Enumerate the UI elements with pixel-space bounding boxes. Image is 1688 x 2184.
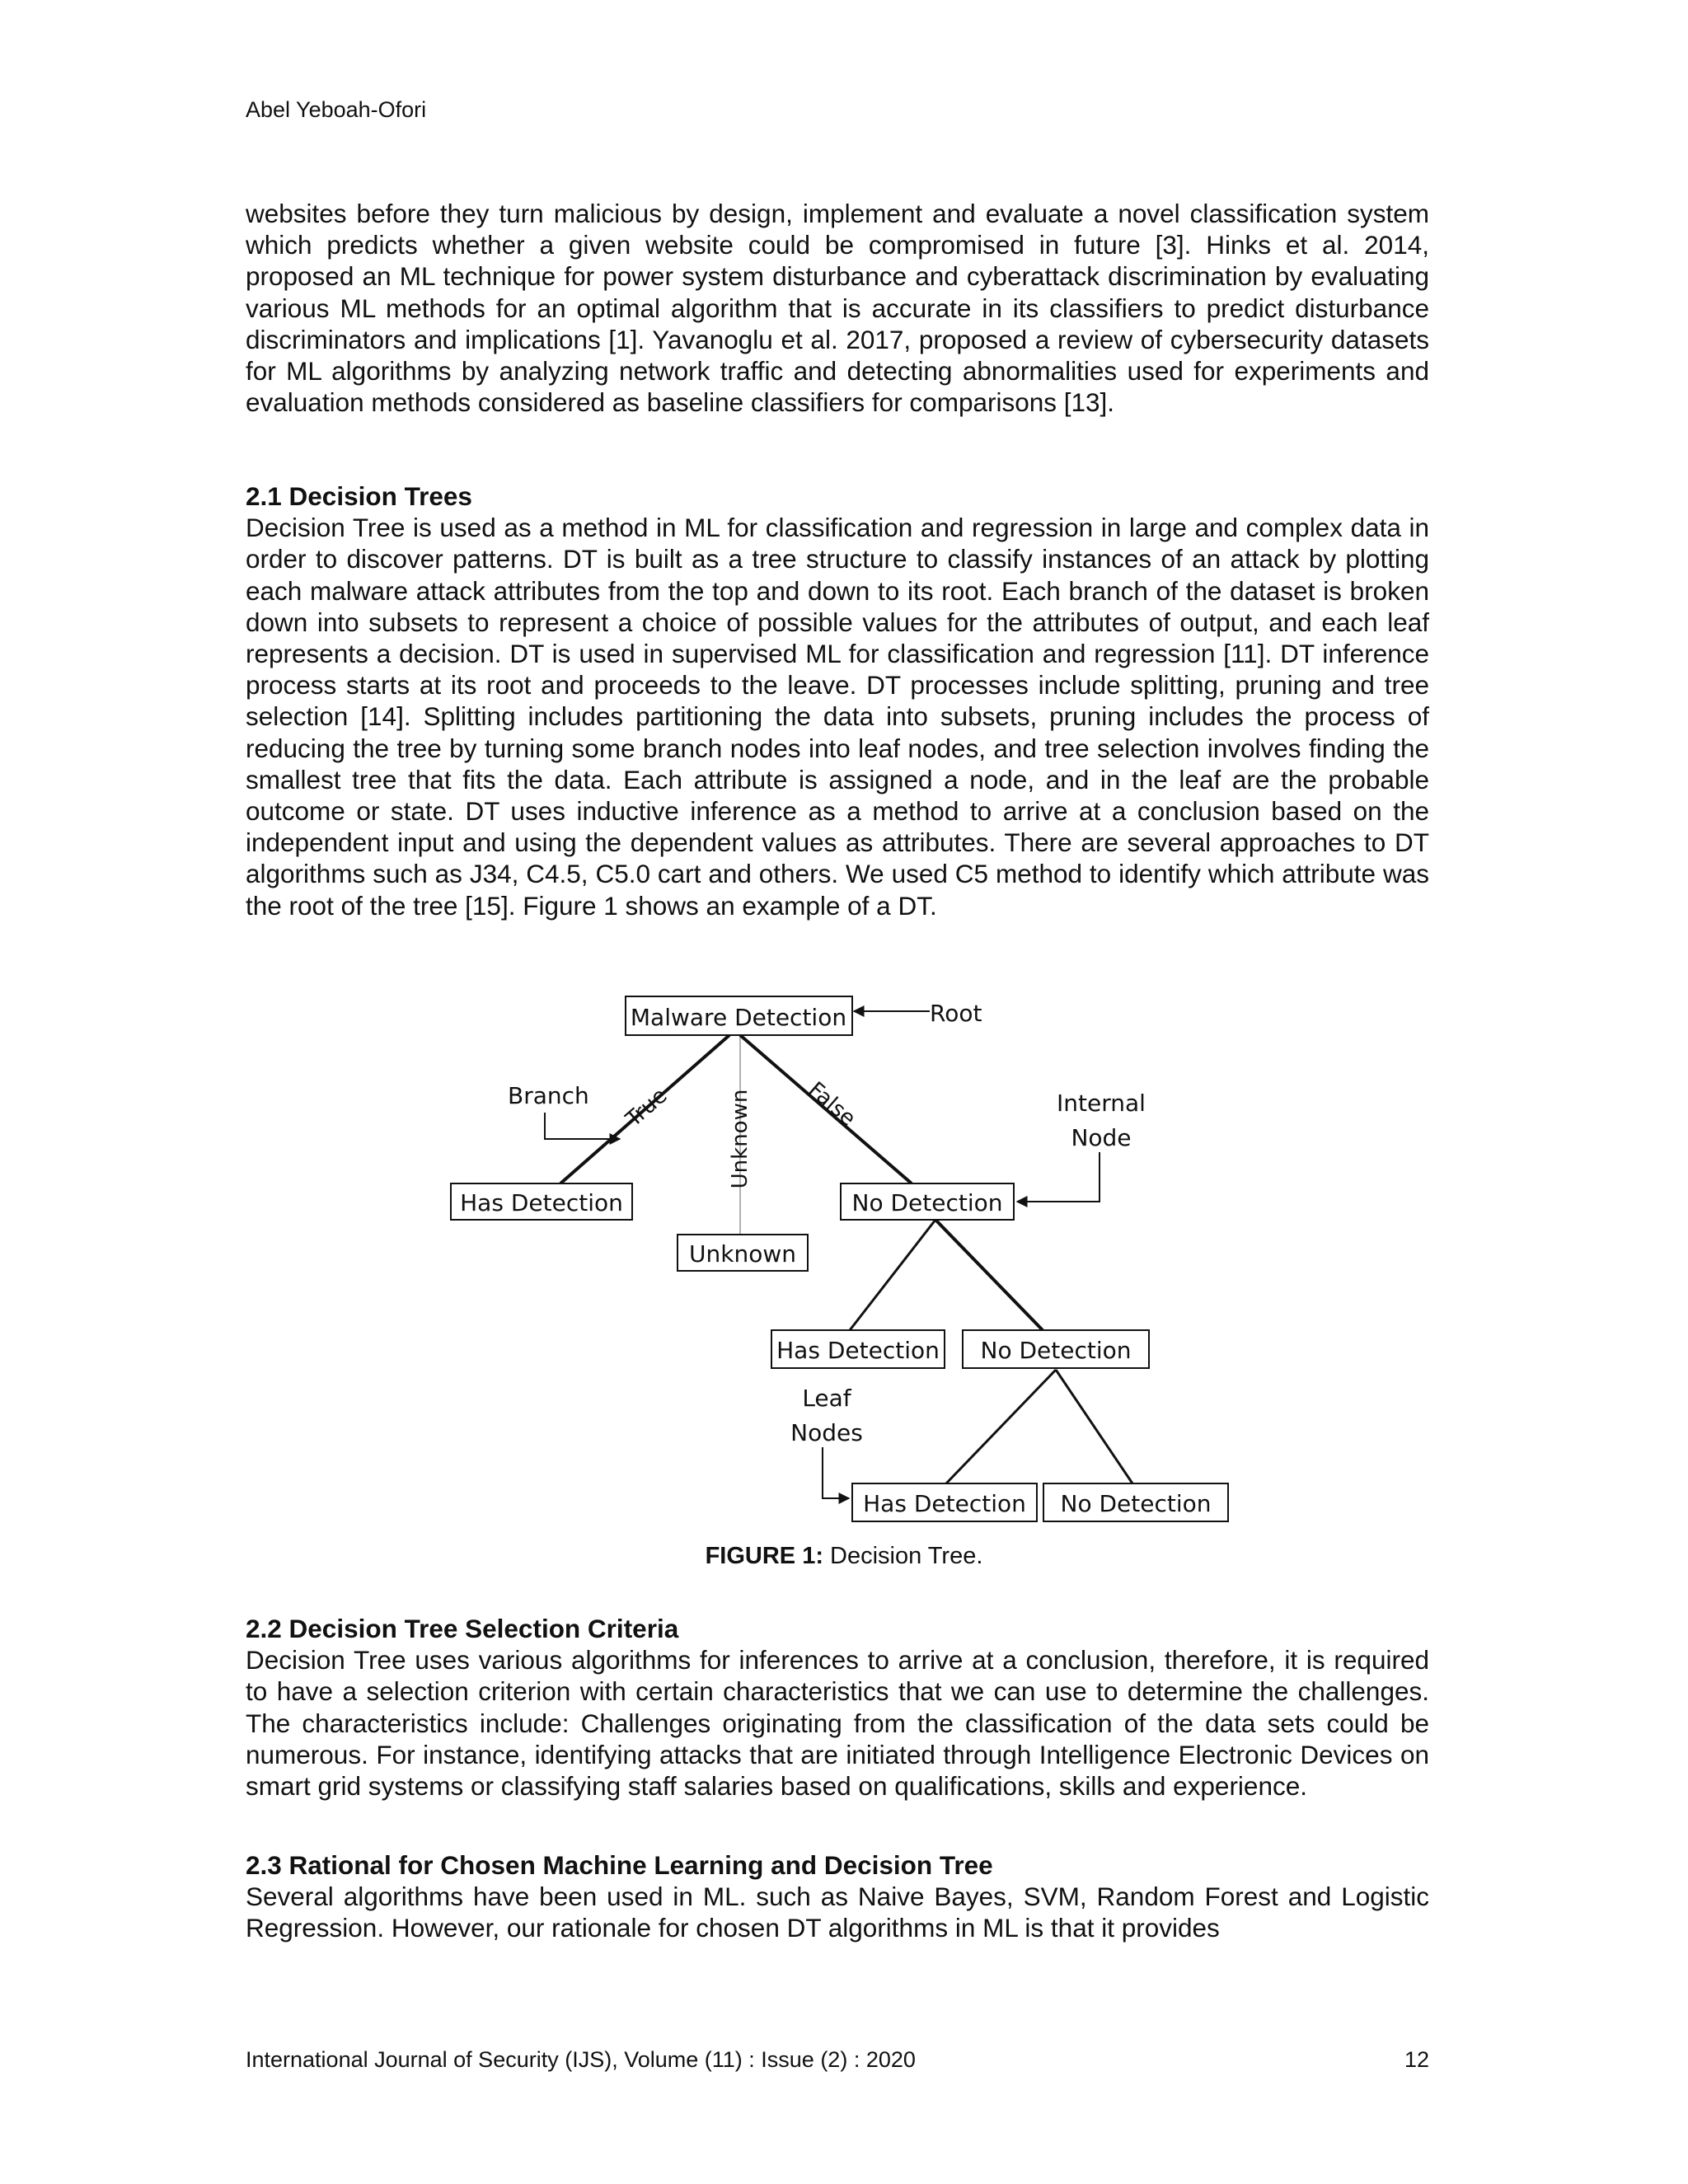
annotation-root: Root: [930, 1000, 982, 1027]
node-no-detection-3: [1043, 1483, 1228, 1521]
section-body: Decision Tree uses various algorithms for inferences to arrive at a conclusion, therefore, it is required to have a selection criterion with certain characteristics that we can use to determine the challenges. The characteristics include: Challenges originating from the classification of the data sets could be numerous. For instance, identifying attacks that are initiated through Intelligence Electronic Devices on smart grid systems or classifying staff salaries based on qualifications, skills and experience.: [246, 1645, 1429, 1802]
node-no-detection-2: [963, 1330, 1149, 1368]
edge-no1-no2: [935, 1220, 1043, 1330]
page-footer: [246, 2047, 1429, 2073]
section-heading: 2.1 Decision Trees: [246, 481, 472, 511]
paragraph-text: websites before they turn malicious by design, implement and evaluate a novel classification system which predicts whether a given website could be compromised in future [3]. Hinks et al. 2014, proposed an ML technique for power system disturbance and cyberattack discrimination by evaluating various ML methods for an optimal algorithm that is accurate in its classifiers to predict disturbance discriminators and implications [1]. Yavanoglu et al. 2017, proposed a review of cybersecurity datasets for ML algorithms by analyzing network traffic and detecting abnormalities used for experiments and evaluation methods considered as baseline classifiers for comparisons [13].: [246, 199, 1429, 418]
annotation-leaf: Leaf: [802, 1385, 851, 1412]
svg-text:No Detection: No Detection: [980, 1337, 1132, 1364]
annotation-node: Node: [1071, 1124, 1132, 1151]
svg-text:Malware Detection: Malware Detection: [630, 1004, 847, 1031]
running-header: Abel Yeboah-Ofori: [246, 97, 427, 122]
section-2-2: [246, 1613, 1429, 1802]
caption-label: FIGURE 1:: [705, 1543, 823, 1569]
edge-label-true: True: [621, 1083, 673, 1132]
section-body: Several algorithms have been used in ML. such as Naive Bayes, SVM, Random Forest and Logistic Regression. However, our rationale for chosen DT algorithms in ML is that it provides: [246, 1882, 1429, 1943]
section-heading: 2.2 Decision Tree Selection Criteria: [246, 1614, 679, 1643]
svg-text:Has Detection: Has Detection: [863, 1490, 1026, 1517]
svg-text:No Detection: No Detection: [851, 1189, 1003, 1216]
internal-node-arrow: [1017, 1152, 1100, 1202]
section-body: Decision Tree is used as a method in ML for classification and regression in large and complex data in order to discover patterns. DT is built as a tree structure to classify instances of an attack by plotting each malware attack attributes from the top and down to its root. Each branch of the dataset is broken down into subsets to represent a choice of possible values for the attributes of output, and each leaf represents a decision. DT is used in supervised ML for classification and regression [11]. DT inference process starts at its root and proceeds to the leave. DT processes include splitting, pruning and tree selection [14]. Splitting includes partitioning the data into subsets, pruning includes the process of reducing the tree by turning some branch nodes into leaf nodes, and tree selection involves finding the smallest tree that fits the data. Each attribute is assigned a node, and in the leaf are the probable outcome or state. DT uses inductive inference as a method to arrive at a conclusion based on the independent input and using the dependent values as attributes. There are several approaches to DT algorithms such as J34, C4.5, C5.0 cart and others. We used C5 method to identify which attribute was the root of the tree [15]. Figure 1 shows an example of a DT.: [246, 513, 1429, 921]
journal-citation: International Journal of Security (IJS), Volume (11) : Issue (2) : 2020: [246, 2047, 916, 2072]
svg-text:Has Detection: Has Detection: [460, 1189, 623, 1216]
branch-arrow: [545, 1113, 620, 1139]
section-2-3: [246, 1849, 1429, 1944]
annotation-nodes: Nodes: [790, 1419, 863, 1446]
node-no-detection-1: [841, 1183, 1014, 1220]
node-has-detection-2: [771, 1330, 945, 1368]
annotation-branch: Branch: [508, 1082, 589, 1109]
page-number: 12: [1404, 2047, 1429, 2072]
edge-no1-has2: [850, 1220, 935, 1330]
figure-caption: [0, 1543, 1688, 1570]
svg-text:No Detection: No Detection: [1060, 1490, 1212, 1517]
edge-label-unknown: Unknown: [728, 1089, 753, 1189]
annotation-internal: Internal: [1057, 1090, 1146, 1117]
leaf-nodes-arrow: [823, 1447, 849, 1498]
caption-text: Decision Tree.: [823, 1543, 983, 1569]
node-has-detection-3: [852, 1483, 1037, 1521]
edge-no2-no3: [1056, 1370, 1132, 1483]
node-has-detection-1: [451, 1183, 632, 1220]
section-heading: 2.3 Rational for Chosen Machine Learning and Decision Tree: [246, 1850, 993, 1880]
node-root: [626, 996, 852, 1035]
svg-text:Unknown: Unknown: [689, 1240, 796, 1268]
svg-text:Has Detection: Has Detection: [776, 1337, 940, 1364]
edge-no2-has3: [946, 1370, 1056, 1483]
node-unknown: [678, 1235, 808, 1271]
edge-label-false: False: [803, 1077, 860, 1132]
